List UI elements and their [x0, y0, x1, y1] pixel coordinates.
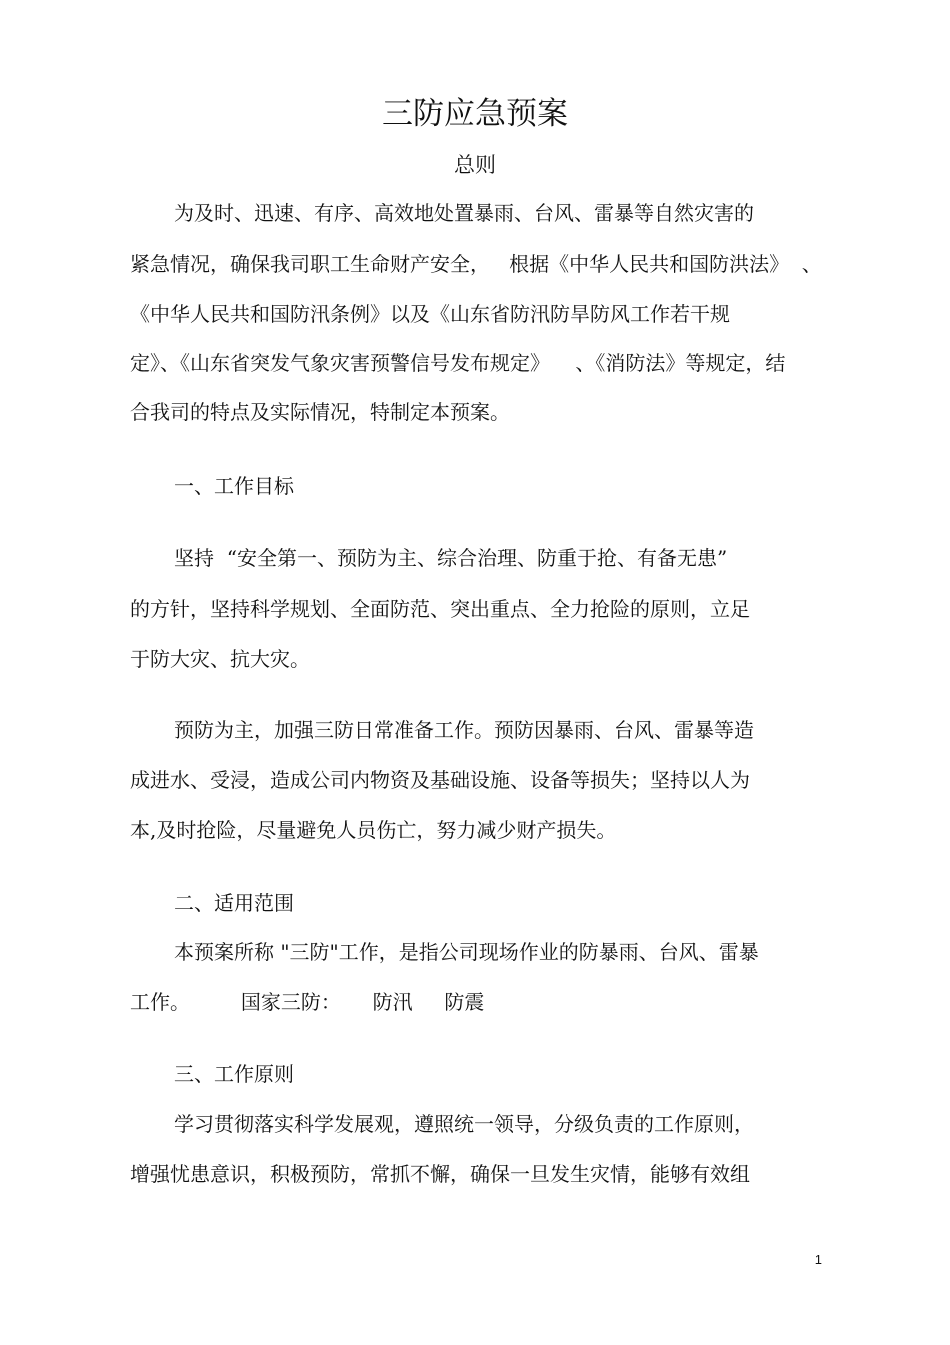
section-subtitle: 总则: [454, 153, 496, 177]
goals-para1-line-3: 于防大灾、抗大灾。: [130, 647, 310, 671]
scope-line-2: 工作。 国家三防： 防汛 防震: [130, 990, 485, 1014]
goals-para2-line-2: 成进水、受浸，造成公司内物资及基础设施、设备等损失；坚持以人为: [130, 768, 750, 792]
section-heading-scope: 二、适用范围: [174, 891, 294, 915]
goals-para2-line-1: 预防为主，加强三防日常准备工作。预防因暴雨、台风、雷暴等造: [174, 718, 754, 742]
section-heading-goals: 一、工作目标: [174, 474, 294, 498]
goals-para2-line-3: 本,及时抢险，尽量避免人员伤亡，努力减少财产损失。: [130, 818, 617, 842]
intro-line-3: 《中华人民共和国防汛条例》以及《山东省防汛防旱防风工作若干规: [130, 302, 730, 326]
goals-para1-line-1: 坚持 “安全第一、预防为主、综合治理、防重于抢、有备无患”: [174, 546, 728, 570]
goals-para1-line-2: 的方针，坚持科学规划、全面防范、突出重点、全力抢险的原则，立足: [130, 597, 750, 621]
principles-line-2: 增强忧患意识，积极预防，常抓不懈，确保一旦发生灾情，能够有效组: [130, 1162, 750, 1186]
scope-line-1: 本预案所称 "三防"工作，是指公司现场作业的防暴雨、台风、雷暴: [174, 940, 759, 964]
page-number: 1: [814, 1252, 822, 1267]
intro-line-1: 为及时、迅速、有序、高效地处置暴雨、台风、雷暴等自然灾害的: [174, 201, 754, 225]
principles-line-1: 学习贯彻落实科学发展观，遵照统一领导，分级负责的工作原则，: [174, 1112, 754, 1136]
intro-line-4: 定》、《山东省突发气象灾害预警信号发布规定》 、《消防法》等规定，结: [130, 351, 786, 375]
intro-line-2: 紧急情况，确保我司职工生命财产安全， 根据《中华人民共和国防洪法》 、: [130, 252, 822, 276]
section-heading-principles: 三、工作原则: [174, 1062, 294, 1086]
document-title: 三防应急预案: [382, 96, 568, 132]
intro-line-5: 合我司的特点及实际情况，特制定本预案。: [130, 400, 510, 424]
